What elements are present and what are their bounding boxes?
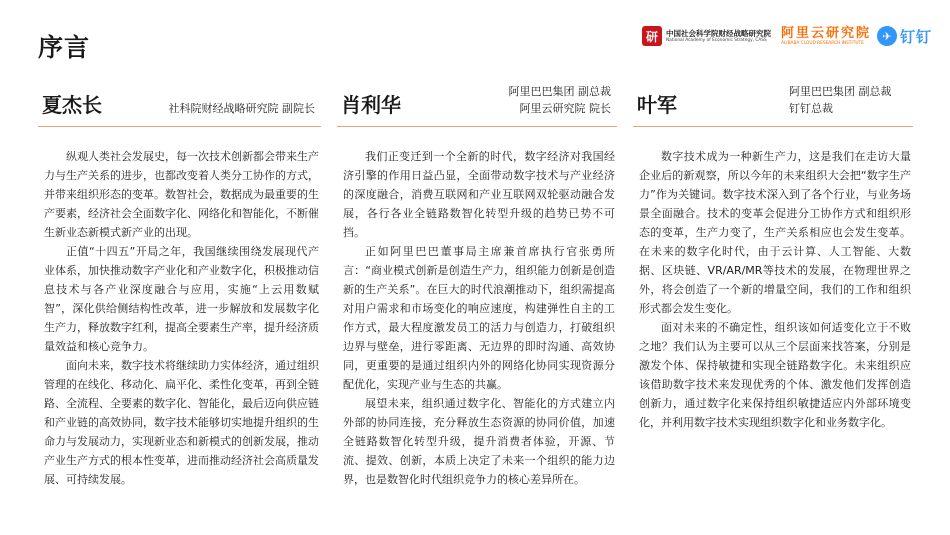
author-title-line: 钉钉总裁 bbox=[789, 102, 833, 115]
author-titles bbox=[169, 100, 316, 117]
dingtalk-icon: ✈ bbox=[877, 26, 897, 46]
author-title-line: 社科院财经战略研究院 副院长 bbox=[168, 102, 315, 115]
paragraph: 面向未来，数字技术将继续助力实体经济，通过组织管理的在线化、移动化、扁平化、柔性化变革，再到全链路、全流程、全要素的数字化、智能化，最后迈向供应链和产业链的高效协同，数字技术能够切实地提升组织的生命力与发展动力，实现新业态和新模式的创新发展，推动产业生产方式的根本性变革，进而推动经济社会高质量发展、可持续发展。 bbox=[44, 359, 319, 486]
paragraph: 纵观人类社会发展史，每一次技术创新都会带来生产力与生产关系的进步，也都改变着人类分工协作的方式，并带来组织形态的变革。数智社会，数据成为最重要的生产要素，经济社会全面数字化、网络化和智能化，不断催生新业态新模式新产业的出现。 bbox=[44, 150, 319, 239]
column-header bbox=[38, 80, 321, 127]
alibaba-cloud-logo bbox=[781, 26, 871, 47]
cass-logo-cn: 中国社会科学院财经战略研究院 bbox=[665, 28, 771, 38]
author-title-line: 阿里巴巴集团 副总裁 bbox=[789, 85, 892, 98]
dingtalk-logo-text: 钉钉 bbox=[899, 27, 932, 46]
header-logos bbox=[642, 20, 932, 52]
page-title: 序言 bbox=[38, 33, 91, 62]
author-name: 夏杰长 bbox=[42, 93, 102, 117]
author-titles bbox=[509, 83, 612, 117]
author-titles bbox=[789, 83, 892, 117]
paragraph: 展望未来，组织通过数字化、智能化的方式建立内外部的协同连接，充分释放生态资源的协同价值，加速全链路数智化转型升级，提升消费者体验，开源、节流、提效、创新，本质上决定了未来一个组织的能力边界，也是数智化时代组织竞争力的核心差异所在。 bbox=[343, 397, 615, 486]
author-title-line: 阿里巴巴集团 副总裁 bbox=[508, 85, 611, 98]
cass-logo bbox=[666, 29, 771, 44]
column-header bbox=[337, 80, 617, 127]
column-body bbox=[633, 147, 913, 432]
author-name: 肖利华 bbox=[341, 93, 401, 117]
preface-column-xia bbox=[38, 80, 321, 489]
paragraph: 正如阿里巴巴董事局主席兼首席执行官张勇所言：“商业模式创新是创造生产力，组织能力创新是创造新的生产关系”。在巨大的时代浪潮推动下，组织需提高对用户需求和市场变化的响应速度，构建弹性自主的工作方式，最大程度激发员工的活力与创造力，打破组织边界与壁垒，进行零距离、无边界的即时沟通、高效协同，更重要的是通过组织内外的网络化协同实现资源分配优化，实现产业与生态的共赢。 bbox=[343, 245, 615, 391]
column-body bbox=[38, 147, 321, 489]
paragraph: 面对未来的不确定性，组织该如何适变化立于不败之地？我们认为主要可以从三个层面来找答案，分别是激发个体、保持敏捷和实现全链路数字化。未来组织应该借助数字技术来发现优秀的个体、激发他们发挥创造创新力，通过数字化来保持组织敏捷适应内外部环境变化，并利用数字技术实现组织数字化和业务数字化。 bbox=[639, 321, 911, 429]
paragraph: 正值“十四五”开局之年，我国继续围绕发展现代产业体系，加快推动数字产业化和产业数字化，积极推动信息技术与各产业深度融合与应用，实施“上云用数赋智”，深化供给侧结构性改革，进一步解放和发展数字化生产力，释放数字红利，提高全要素生产率，提升经济质量效益和核心竞争力。 bbox=[44, 245, 319, 353]
paragraph: 数字技术成为一种新生产力，这是我们在走访大量企业后的新观察，所以今年的未来组织大会把“数字生产力”作为关键词。数字技术深入到了各个行业，与业务场景全面融合。技术的变革会促进分工协作方式和组织形态的变革，生产力变了，生产关系相应也会发生变革。在未来的数字化时代，由于云计算、人工智能、大数据、区块链、VR/AR/MR等技术的发展，在物理世界之外，将会创造了一个新的增量空间，我们的工作和组织形式都会发生变化。 bbox=[639, 150, 911, 315]
alibaba-cloud-logo-cn: 阿里云研究院 bbox=[780, 25, 871, 41]
preface-column-ye bbox=[633, 80, 913, 432]
column-body bbox=[337, 147, 617, 489]
cass-logo-en: National Academy of Economic Strategy, CASS bbox=[665, 37, 767, 43]
author-name: 叶军 bbox=[637, 93, 677, 117]
preface-column-xiao bbox=[337, 80, 617, 489]
author-title-line: 阿里云研究院 院长 bbox=[519, 102, 611, 115]
column-header bbox=[633, 80, 913, 127]
paragraph: 我们正变迁到一个全新的时代，数字经济对我国经济引擎的作用日益凸显，全面带动数字技术与产业经济的深度融合，消费互联网和产业互联网双轮驱动融合发展，各行各业全链路数智化转型升级的趋势已势不可挡。 bbox=[343, 150, 615, 239]
cass-seal-icon: 研 bbox=[642, 26, 662, 46]
alibaba-cloud-logo-en: ALIBABA CLOUD RESEARCH INSTITUTE bbox=[780, 40, 864, 46]
